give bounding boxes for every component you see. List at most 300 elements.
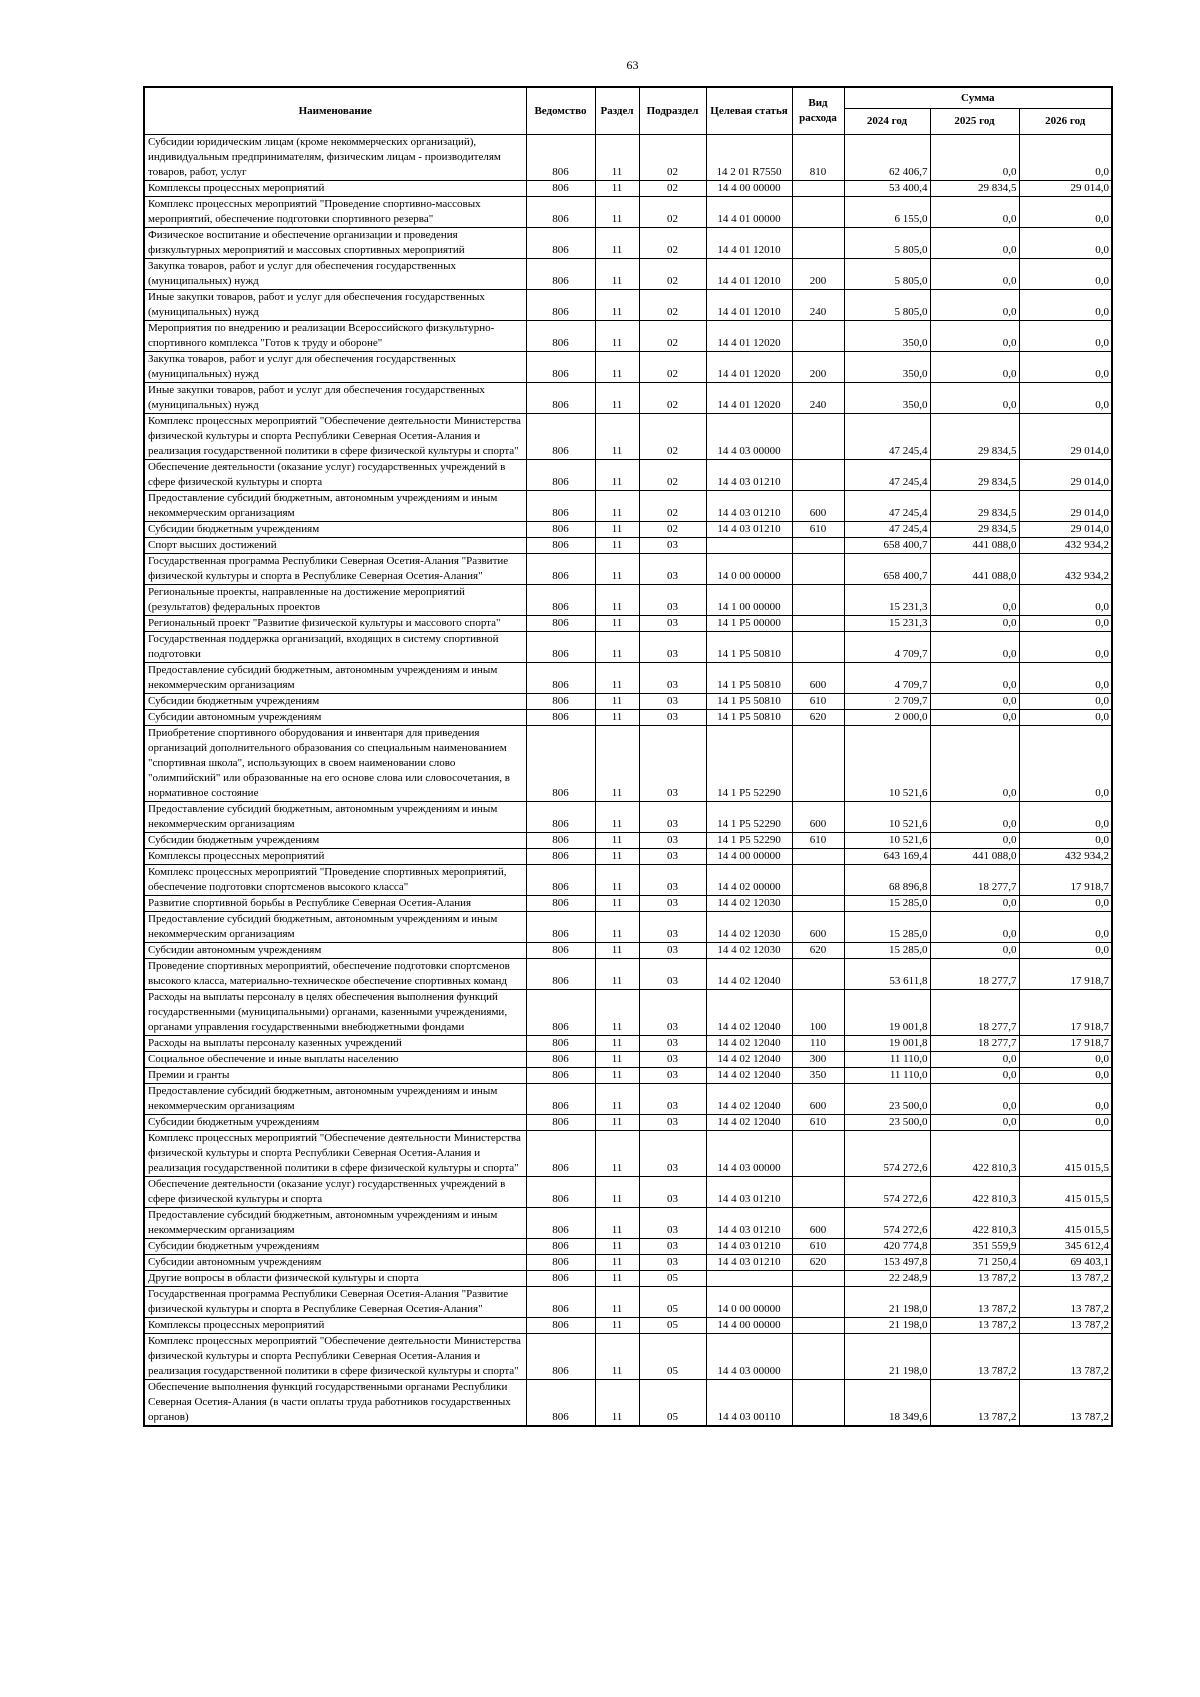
cell-sum-2024: 420 774,8	[844, 1239, 930, 1255]
cell-razd: 11	[595, 1380, 639, 1427]
cell-razd: 11	[595, 290, 639, 321]
cell-name: Субсидии бюджетным учреждениям	[144, 522, 526, 538]
cell-sum-2026: 0,0	[1019, 585, 1112, 616]
cell-name: Предоставление субсидий бюджетным, автономным учреждениям и иным некоммерческим организациям	[144, 1208, 526, 1239]
cell-razd: 11	[595, 1084, 639, 1115]
cell-razd: 11	[595, 802, 639, 833]
cell-sum-2025: 0,0	[930, 1052, 1019, 1068]
cell-ved: 806	[526, 912, 595, 943]
header-summa: Сумма	[844, 87, 1112, 109]
cell-vid: 610	[792, 522, 844, 538]
table-row	[144, 1177, 1112, 1208]
cell-sum-2025: 18 277,7	[930, 959, 1019, 990]
cell-ved: 806	[526, 616, 595, 632]
cell-sum-2026: 13 787,2	[1019, 1271, 1112, 1287]
cell-podrazd: 02	[639, 414, 706, 460]
table-row	[144, 352, 1112, 383]
cell-sum-2025: 0,0	[930, 259, 1019, 290]
cell-razd: 11	[595, 632, 639, 663]
cell-razd: 11	[595, 197, 639, 228]
cell-vid: 600	[792, 663, 844, 694]
cell-cel: 14 1 P5 52290	[706, 802, 792, 833]
cell-podrazd: 02	[639, 321, 706, 352]
cell-name: Комплекс процессных мероприятий "Проведение спортивно-массовых мероприятий, обеспечение подготовки спортивного резерва"	[144, 197, 526, 228]
cell-sum-2025: 29 834,5	[930, 414, 1019, 460]
cell-podrazd: 03	[639, 710, 706, 726]
cell-podrazd: 05	[639, 1318, 706, 1334]
table-body	[144, 135, 1112, 1427]
cell-razd: 11	[595, 1177, 639, 1208]
table-row	[144, 585, 1112, 616]
cell-cel: 14 1 P5 50810	[706, 632, 792, 663]
cell-sum-2024: 15 285,0	[844, 896, 930, 912]
cell-sum-2024: 47 245,4	[844, 491, 930, 522]
table-row	[144, 259, 1112, 290]
cell-podrazd: 05	[639, 1334, 706, 1380]
cell-sum-2024: 47 245,4	[844, 522, 930, 538]
cell-podrazd: 03	[639, 1084, 706, 1115]
cell-name: Обеспечение выполнения функций государственными органами Республики Северная Осетия-Алания (в части оплаты труда работников государственных органов)	[144, 1380, 526, 1427]
cell-cel: 14 4 03 01210	[706, 1208, 792, 1239]
cell-name: Предоставление субсидий бюджетным, автономным учреждениям и иным некоммерческим организациям	[144, 1084, 526, 1115]
cell-sum-2025: 0,0	[930, 632, 1019, 663]
cell-cel: 14 4 03 00000	[706, 1131, 792, 1177]
cell-name: Предоставление субсидий бюджетным, автономным учреждениям и иным некоммерческим организациям	[144, 491, 526, 522]
cell-sum-2025: 71 250,4	[930, 1255, 1019, 1271]
cell-ved: 806	[526, 1208, 595, 1239]
cell-ved: 806	[526, 896, 595, 912]
cell-name: Комплекс процессных мероприятий "Обеспечение деятельности Министерства физической культуры и спорта Республики Северная Осетия-Алания и реализация государственной политики в сфере физической культуры и спорта"	[144, 1334, 526, 1380]
cell-vid	[792, 1287, 844, 1318]
cell-sum-2025: 0,0	[930, 943, 1019, 959]
cell-sum-2025: 0,0	[930, 663, 1019, 694]
cell-podrazd: 03	[639, 554, 706, 585]
table-row	[144, 1115, 1112, 1131]
cell-razd: 11	[595, 912, 639, 943]
cell-name: Комплекс процессных мероприятий "Обеспечение деятельности Министерства физической культуры и спорта Республики Северная Осетия-Алания и реализация государственной политики в сфере физической культуры и спорта"	[144, 414, 526, 460]
cell-vid: 300	[792, 1052, 844, 1068]
cell-cel: 14 4 01 12010	[706, 228, 792, 259]
cell-sum-2024: 643 169,4	[844, 849, 930, 865]
cell-vid	[792, 1334, 844, 1380]
cell-name: Субсидии автономным учреждениям	[144, 710, 526, 726]
cell-cel: 14 4 03 01210	[706, 460, 792, 491]
cell-vid: 610	[792, 694, 844, 710]
cell-podrazd: 03	[639, 1052, 706, 1068]
cell-name: Субсидии бюджетным учреждениям	[144, 1115, 526, 1131]
cell-sum-2026: 0,0	[1019, 321, 1112, 352]
cell-sum-2025: 0,0	[930, 352, 1019, 383]
cell-sum-2025: 13 787,2	[930, 1380, 1019, 1427]
cell-sum-2026: 29 014,0	[1019, 181, 1112, 197]
cell-cel: 14 4 03 00110	[706, 1380, 792, 1427]
cell-podrazd: 03	[639, 1255, 706, 1271]
cell-razd: 11	[595, 135, 639, 181]
cell-name: Приобретение спортивного оборудования и инвентаря для приведения организаций дополнительного образования со специальным наименованием "спортивная школа", использующих в своем наименовании слово "олимпийский" или образованные на его основе слова или словосочетания, в нормативное состояние	[144, 726, 526, 802]
cell-vid: 600	[792, 912, 844, 943]
cell-sum-2024: 21 198,0	[844, 1287, 930, 1318]
cell-ved: 806	[526, 990, 595, 1036]
table-row	[144, 1052, 1112, 1068]
cell-vid	[792, 414, 844, 460]
cell-cel: 14 4 00 00000	[706, 1318, 792, 1334]
cell-sum-2026: 432 934,2	[1019, 849, 1112, 865]
cell-vid	[792, 1380, 844, 1427]
cell-cel: 14 1 P5 50810	[706, 663, 792, 694]
cell-podrazd: 03	[639, 663, 706, 694]
table-row	[144, 522, 1112, 538]
cell-sum-2026: 13 787,2	[1019, 1318, 1112, 1334]
cell-sum-2026: 13 787,2	[1019, 1334, 1112, 1380]
cell-cel: 14 4 03 00000	[706, 1334, 792, 1380]
cell-ved: 806	[526, 1068, 595, 1084]
cell-sum-2024: 10 521,6	[844, 726, 930, 802]
cell-ved: 806	[526, 228, 595, 259]
table-row	[144, 181, 1112, 197]
cell-vid	[792, 1177, 844, 1208]
cell-vid: 100	[792, 990, 844, 1036]
table-row	[144, 228, 1112, 259]
cell-sum-2024: 53 400,4	[844, 181, 930, 197]
table-row	[144, 710, 1112, 726]
table-row	[144, 663, 1112, 694]
cell-cel: 14 4 02 12030	[706, 896, 792, 912]
cell-cel: 14 0 00 00000	[706, 1287, 792, 1318]
cell-name: Предоставление субсидий бюджетным, автономным учреждениям и иным некоммерческим организациям	[144, 663, 526, 694]
cell-ved: 806	[526, 1239, 595, 1255]
header-year-2025: 2025 год	[930, 109, 1019, 135]
cell-vid	[792, 632, 844, 663]
cell-sum-2025: 18 277,7	[930, 990, 1019, 1036]
cell-sum-2024: 19 001,8	[844, 990, 930, 1036]
cell-sum-2024: 350,0	[844, 383, 930, 414]
cell-sum-2024: 2 709,7	[844, 694, 930, 710]
cell-podrazd: 02	[639, 197, 706, 228]
cell-sum-2026: 13 787,2	[1019, 1380, 1112, 1427]
cell-cel: 14 4 03 01210	[706, 1177, 792, 1208]
header-podrazd: Подраздел	[639, 87, 706, 135]
cell-ved: 806	[526, 554, 595, 585]
cell-cel: 14 2 01 R7550	[706, 135, 792, 181]
table-row	[144, 802, 1112, 833]
cell-vid	[792, 538, 844, 554]
cell-cel: 14 4 01 12020	[706, 383, 792, 414]
table-row	[144, 959, 1112, 990]
cell-sum-2024: 10 521,6	[844, 833, 930, 849]
cell-podrazd: 02	[639, 181, 706, 197]
cell-cel: 14 4 02 12040	[706, 990, 792, 1036]
cell-ved: 806	[526, 414, 595, 460]
table-row	[144, 726, 1112, 802]
cell-cel: 14 4 02 12040	[706, 1084, 792, 1115]
table-row	[144, 1239, 1112, 1255]
cell-sum-2026: 432 934,2	[1019, 554, 1112, 585]
header-cel: Целевая статья	[706, 87, 792, 135]
cell-ved: 806	[526, 460, 595, 491]
cell-ved: 806	[526, 1334, 595, 1380]
cell-name: Государственная программа Республики Северная Осетия-Алания "Развитие физической культуры и спорта в Республике Северная Осетия-Алания"	[144, 554, 526, 585]
cell-ved: 806	[526, 726, 595, 802]
cell-cel: 14 4 00 00000	[706, 849, 792, 865]
table-row	[144, 1380, 1112, 1427]
cell-vid: 200	[792, 352, 844, 383]
cell-vid: 620	[792, 943, 844, 959]
cell-cel: 14 4 02 12040	[706, 959, 792, 990]
cell-sum-2026: 0,0	[1019, 710, 1112, 726]
cell-sum-2026: 0,0	[1019, 228, 1112, 259]
cell-razd: 11	[595, 538, 639, 554]
cell-podrazd: 02	[639, 460, 706, 491]
cell-razd: 11	[595, 1115, 639, 1131]
cell-name: Мероприятия по внедрению и реализации Всероссийского физкультурно-спортивного комплекса "Готов к труду и обороне"	[144, 321, 526, 352]
cell-sum-2025: 0,0	[930, 802, 1019, 833]
cell-sum-2024: 574 272,6	[844, 1208, 930, 1239]
cell-ved: 806	[526, 491, 595, 522]
cell-vid: 240	[792, 383, 844, 414]
cell-vid: 620	[792, 710, 844, 726]
cell-name: Региональные проекты, направленные на достижение мероприятий (результатов) федеральных проектов	[144, 585, 526, 616]
cell-sum-2026: 0,0	[1019, 383, 1112, 414]
cell-vid: 810	[792, 135, 844, 181]
cell-ved: 806	[526, 663, 595, 694]
page-number: 63	[626, 58, 639, 72]
cell-ved: 806	[526, 321, 595, 352]
cell-vid	[792, 959, 844, 990]
cell-podrazd: 05	[639, 1271, 706, 1287]
cell-sum-2024: 18 349,6	[844, 1380, 930, 1427]
cell-ved: 806	[526, 833, 595, 849]
cell-sum-2024: 5 805,0	[844, 290, 930, 321]
cell-cel: 14 4 01 12020	[706, 352, 792, 383]
cell-razd: 11	[595, 726, 639, 802]
cell-sum-2024: 6 155,0	[844, 197, 930, 228]
cell-name: Комплексы процессных мероприятий	[144, 1318, 526, 1334]
table-row	[144, 912, 1112, 943]
cell-cel: 14 4 03 01210	[706, 1239, 792, 1255]
cell-sum-2026: 0,0	[1019, 197, 1112, 228]
table-row	[144, 1208, 1112, 1239]
cell-sum-2025: 0,0	[930, 1084, 1019, 1115]
cell-vid	[792, 849, 844, 865]
cell-sum-2025: 29 834,5	[930, 522, 1019, 538]
cell-vid	[792, 1271, 844, 1287]
cell-sum-2024: 4 709,7	[844, 663, 930, 694]
cell-name: Социальное обеспечение и иные выплаты населению	[144, 1052, 526, 1068]
header-vid: Вид расхода	[792, 87, 844, 135]
cell-podrazd: 02	[639, 135, 706, 181]
cell-name: Комплекс процессных мероприятий "Проведение спортивных мероприятий, обеспечение подготовки спортсменов высокого класса"	[144, 865, 526, 896]
cell-name: Субсидии автономным учреждениям	[144, 943, 526, 959]
cell-ved: 806	[526, 1115, 595, 1131]
cell-sum-2025: 13 787,2	[930, 1287, 1019, 1318]
cell-cel: 14 4 03 01210	[706, 491, 792, 522]
cell-sum-2026: 0,0	[1019, 616, 1112, 632]
cell-vid: 600	[792, 802, 844, 833]
cell-sum-2026: 0,0	[1019, 1115, 1112, 1131]
cell-podrazd: 03	[639, 538, 706, 554]
cell-razd: 11	[595, 321, 639, 352]
cell-vid: 600	[792, 1084, 844, 1115]
table-row	[144, 616, 1112, 632]
cell-podrazd: 03	[639, 1131, 706, 1177]
cell-razd: 11	[595, 1334, 639, 1380]
cell-razd: 11	[595, 1287, 639, 1318]
cell-sum-2026: 0,0	[1019, 1084, 1112, 1115]
cell-razd: 11	[595, 1271, 639, 1287]
cell-ved: 806	[526, 1380, 595, 1427]
cell-podrazd: 03	[639, 1115, 706, 1131]
cell-sum-2026: 13 787,2	[1019, 1287, 1112, 1318]
cell-ved: 806	[526, 290, 595, 321]
cell-sum-2024: 11 110,0	[844, 1052, 930, 1068]
cell-podrazd: 02	[639, 290, 706, 321]
table-row	[144, 1255, 1112, 1271]
header-year-2026: 2026 год	[1019, 109, 1112, 135]
cell-sum-2025: 441 088,0	[930, 554, 1019, 585]
cell-sum-2024: 47 245,4	[844, 460, 930, 491]
cell-razd: 11	[595, 865, 639, 896]
cell-name: Проведение спортивных мероприятий, обеспечение подготовки спортсменов высокого класса, материально-техническое обеспечение спортивных команд	[144, 959, 526, 990]
table-row	[144, 1287, 1112, 1318]
cell-podrazd: 03	[639, 865, 706, 896]
cell-name: Комплекс процессных мероприятий "Обеспечение деятельности Министерства физической культуры и спорта Республики Северная Осетия-Алания и реализация государственной политики в сфере физической культуры и спорта"	[144, 1131, 526, 1177]
cell-sum-2025: 0,0	[930, 585, 1019, 616]
cell-sum-2026: 415 015,5	[1019, 1177, 1112, 1208]
cell-sum-2025: 0,0	[930, 135, 1019, 181]
cell-ved: 806	[526, 1131, 595, 1177]
cell-razd: 11	[595, 383, 639, 414]
cell-ved: 806	[526, 352, 595, 383]
cell-cel: 14 4 02 12040	[706, 1068, 792, 1084]
cell-sum-2024: 47 245,4	[844, 414, 930, 460]
cell-sum-2025: 0,0	[930, 833, 1019, 849]
cell-sum-2025: 0,0	[930, 616, 1019, 632]
cell-cel: 14 4 01 12010	[706, 259, 792, 290]
cell-sum-2026: 17 918,7	[1019, 1036, 1112, 1052]
cell-sum-2024: 53 611,8	[844, 959, 930, 990]
cell-cel: 14 1 P5 00000	[706, 616, 792, 632]
cell-sum-2024: 15 231,3	[844, 616, 930, 632]
cell-sum-2025: 18 277,7	[930, 865, 1019, 896]
cell-name: Другие вопросы в области физической культуры и спорта	[144, 1271, 526, 1287]
cell-vid: 600	[792, 1208, 844, 1239]
cell-razd: 11	[595, 1131, 639, 1177]
cell-sum-2025: 0,0	[930, 896, 1019, 912]
cell-razd: 11	[595, 554, 639, 585]
cell-ved: 806	[526, 522, 595, 538]
cell-podrazd: 03	[639, 694, 706, 710]
cell-sum-2025: 0,0	[930, 383, 1019, 414]
cell-podrazd: 03	[639, 1177, 706, 1208]
cell-razd: 11	[595, 1068, 639, 1084]
cell-sum-2026: 0,0	[1019, 290, 1112, 321]
cell-sum-2025: 0,0	[930, 1115, 1019, 1131]
budget-table	[143, 86, 1113, 1427]
cell-razd: 11	[595, 352, 639, 383]
cell-podrazd: 02	[639, 522, 706, 538]
cell-vid	[792, 554, 844, 585]
cell-sum-2026: 29 014,0	[1019, 460, 1112, 491]
cell-razd: 11	[595, 694, 639, 710]
cell-sum-2024: 574 272,6	[844, 1131, 930, 1177]
cell-razd: 11	[595, 585, 639, 616]
budget-table-container	[143, 86, 1111, 1427]
table-row	[144, 290, 1112, 321]
cell-name: Премии и гранты	[144, 1068, 526, 1084]
cell-vid: 610	[792, 1239, 844, 1255]
cell-sum-2026: 0,0	[1019, 1052, 1112, 1068]
table-row	[144, 554, 1112, 585]
cell-razd: 11	[595, 943, 639, 959]
cell-cel: 14 4 00 00000	[706, 181, 792, 197]
cell-razd: 11	[595, 228, 639, 259]
cell-vid: 620	[792, 1255, 844, 1271]
cell-sum-2026: 0,0	[1019, 352, 1112, 383]
cell-sum-2026: 69 403,1	[1019, 1255, 1112, 1271]
cell-razd: 11	[595, 1052, 639, 1068]
cell-name: Спорт высших достижений	[144, 538, 526, 554]
cell-razd: 11	[595, 460, 639, 491]
cell-sum-2025: 13 787,2	[930, 1318, 1019, 1334]
cell-podrazd: 03	[639, 1068, 706, 1084]
cell-sum-2026: 0,0	[1019, 726, 1112, 802]
cell-cel: 14 4 02 12040	[706, 1115, 792, 1131]
cell-vid	[792, 181, 844, 197]
header-razd: Раздел	[595, 87, 639, 135]
cell-sum-2026: 0,0	[1019, 912, 1112, 943]
cell-ved: 806	[526, 959, 595, 990]
table-row	[144, 1036, 1112, 1052]
cell-cel: 14 4 03 01210	[706, 1255, 792, 1271]
cell-cel: 14 1 P5 52290	[706, 833, 792, 849]
cell-cel: 14 1 P5 50810	[706, 710, 792, 726]
cell-cel: 14 4 02 12040	[706, 1052, 792, 1068]
cell-vid: 600	[792, 491, 844, 522]
cell-sum-2024: 5 805,0	[844, 259, 930, 290]
cell-vid	[792, 460, 844, 491]
cell-sum-2025: 422 810,3	[930, 1177, 1019, 1208]
cell-sum-2024: 10 521,6	[844, 802, 930, 833]
cell-name: Государственная программа Республики Северная Осетия-Алания "Развитие физической культуры и спорта в Республике Северная Осетия-Алания"	[144, 1287, 526, 1318]
table-row	[144, 694, 1112, 710]
cell-razd: 11	[595, 1255, 639, 1271]
cell-sum-2025: 0,0	[930, 694, 1019, 710]
cell-sum-2024: 5 805,0	[844, 228, 930, 259]
cell-vid: 610	[792, 833, 844, 849]
table-row	[144, 1318, 1112, 1334]
table-row	[144, 1131, 1112, 1177]
cell-vid: 350	[792, 1068, 844, 1084]
cell-cel: 14 0 00 00000	[706, 554, 792, 585]
cell-sum-2025: 0,0	[930, 726, 1019, 802]
cell-sum-2025: 351 559,9	[930, 1239, 1019, 1255]
cell-name: Закупка товаров, работ и услуг для обеспечения государственных (муниципальных) нужд	[144, 352, 526, 383]
cell-razd: 11	[595, 833, 639, 849]
cell-podrazd: 03	[639, 943, 706, 959]
cell-name: Развитие спортивной борьбы в Республике Северная Осетия-Алания	[144, 896, 526, 912]
cell-cel: 14 4 01 12020	[706, 321, 792, 352]
cell-cel: 14 4 01 00000	[706, 197, 792, 228]
cell-sum-2026: 0,0	[1019, 833, 1112, 849]
cell-vid	[792, 865, 844, 896]
cell-podrazd: 03	[639, 802, 706, 833]
cell-ved: 806	[526, 1318, 595, 1334]
cell-name: Субсидии бюджетным учреждениям	[144, 694, 526, 710]
cell-podrazd: 05	[639, 1287, 706, 1318]
cell-razd: 11	[595, 1239, 639, 1255]
cell-ved: 806	[526, 1052, 595, 1068]
cell-sum-2026: 415 015,5	[1019, 1131, 1112, 1177]
